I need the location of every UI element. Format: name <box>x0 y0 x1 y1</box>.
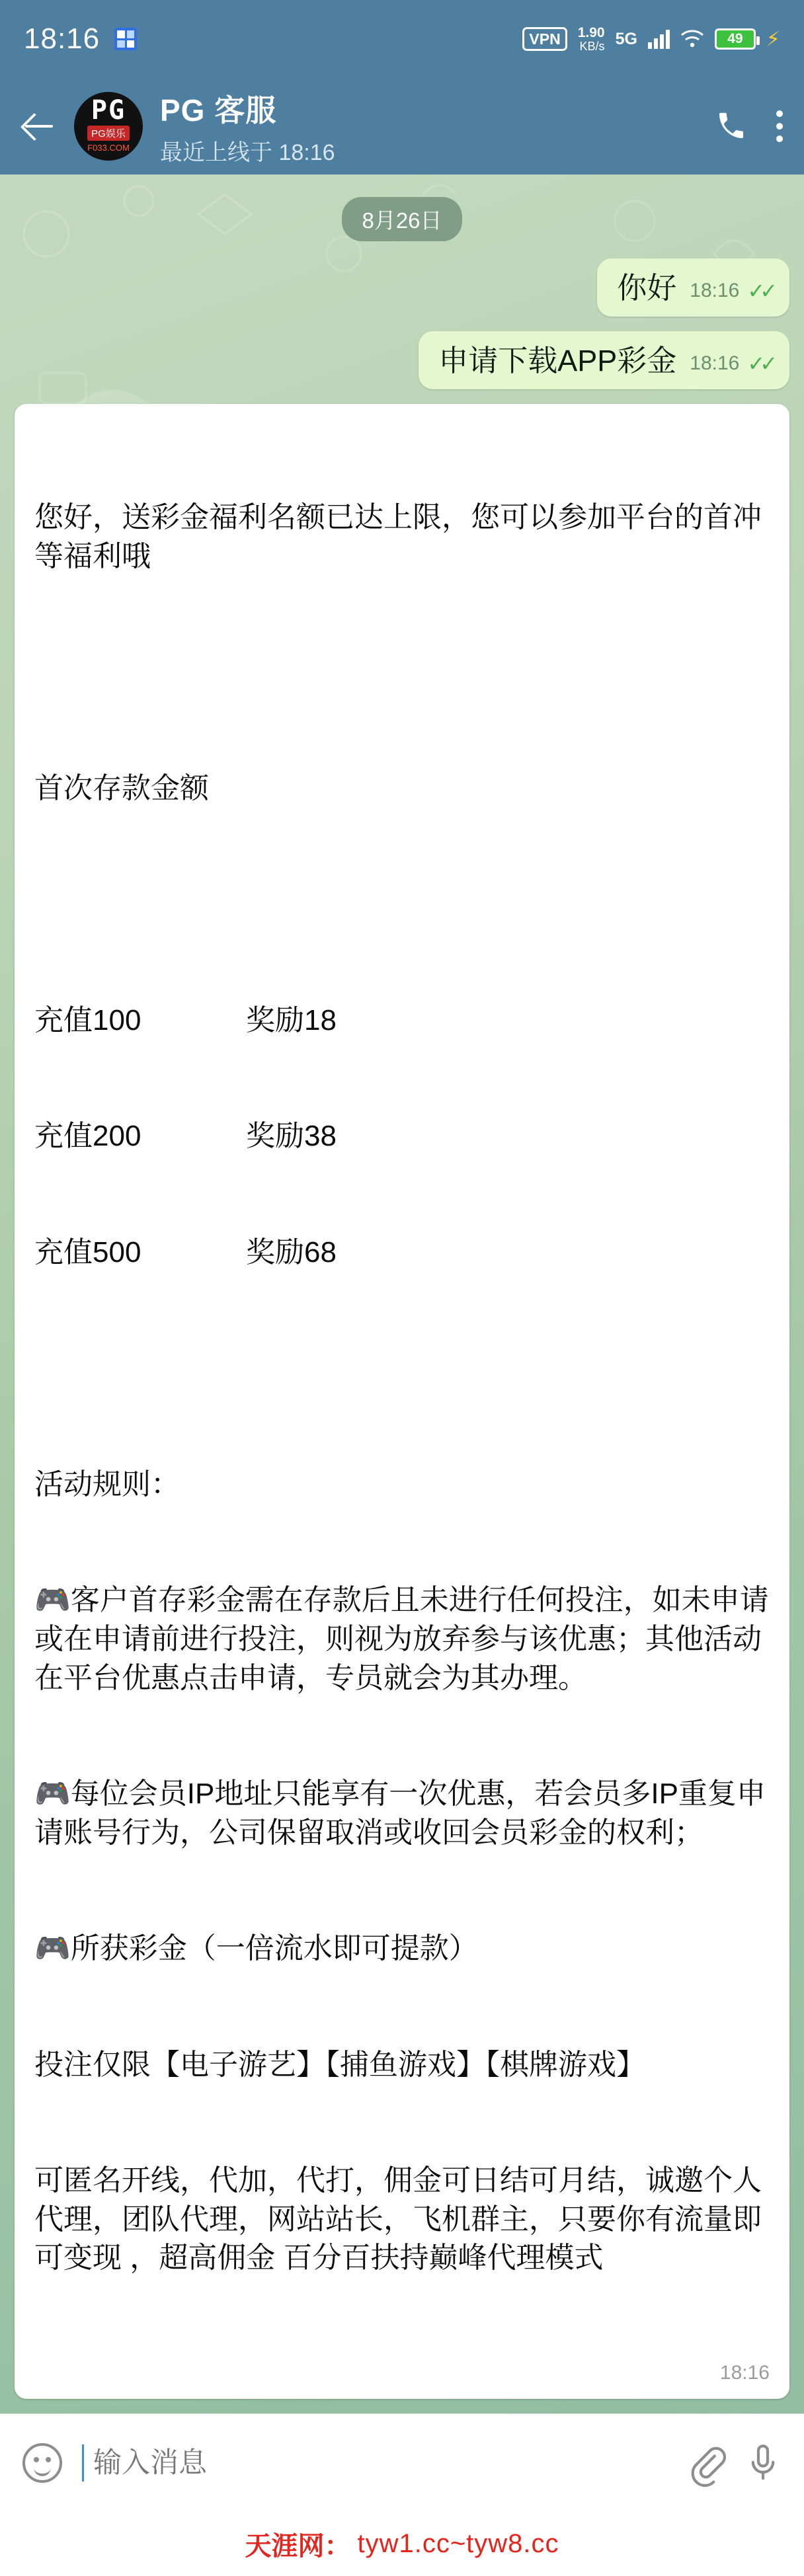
game-limits: 投注仅限【电子游艺】【捕鱼游戏】【棋牌游戏】 <box>34 2048 645 2081</box>
signal-bars-icon <box>648 29 670 49</box>
avatar-line1: PG <box>91 95 126 126</box>
contact-info[interactable] <box>160 87 698 167</box>
status-time: 18:16 <box>24 22 100 55</box>
table-row <box>34 1001 770 1040</box>
charging-bolt-icon: ⚡ <box>766 28 780 50</box>
status-bar <box>0 0 804 78</box>
header-actions <box>715 108 782 145</box>
call-icon[interactable] <box>715 110 747 142</box>
message-text: 你好 <box>617 271 677 305</box>
watermark-site-name: 天涯网： <box>245 2532 351 2561</box>
read-receipt-icon: ✓✓ <box>747 352 772 375</box>
date-divider: 8月26日 <box>342 197 462 241</box>
attachment-icon[interactable] <box>688 2442 725 2483</box>
network-type-label: 5G <box>615 29 637 48</box>
message-paragraph-1: 您好，送彩金福利名额已达上限，您可以参加平台的首冲等福利哦 <box>34 501 762 572</box>
wifi-icon <box>680 30 704 48</box>
read-receipt-icon: ✓✓ <box>747 279 772 303</box>
reward-amount: 奖励68 <box>246 1235 337 1268</box>
table-row <box>34 1233 770 1272</box>
rules-title: 活动规则： <box>34 1467 180 1501</box>
deposit-amount: 充值200 <box>34 1120 141 1153</box>
deposit-amount: 充值100 <box>34 1003 141 1036</box>
reward-amount: 奖励18 <box>246 1003 337 1036</box>
message-meta <box>690 351 772 379</box>
more-options-icon[interactable] <box>774 108 782 145</box>
avatar-line3: F033.COM <box>87 143 130 153</box>
agent-promo: 可匿名开线，代加，代打，佣金可日结可月结，诚邀个人代理，团队代理，网站站长，飞机群主，只要你有流量即可变现 ，超高佣金 百分百扶持巅峰代理模式 <box>34 2164 762 2275</box>
deposit-amount: 充值500 <box>34 1235 141 1268</box>
message-text <box>34 421 770 2355</box>
message-bubble-outgoing[interactable] <box>419 331 789 389</box>
battery-icon <box>715 28 756 50</box>
table-row <box>34 1117 770 1156</box>
message-composer <box>0 2413 804 2513</box>
message-time: 18:16 <box>690 352 740 374</box>
emoji-icon[interactable] <box>22 2443 62 2483</box>
rule-item-1: 🎮客户首存彩金需在存款后且未进行任何投注，如未申请或在申请前进行投注，则视为放弃参与该优惠；其他活动在平台优惠点击申请，专员就会为其办理。 <box>34 1584 769 1694</box>
pricing-table <box>34 924 770 1350</box>
message-footer <box>34 2362 770 2384</box>
message-row-incoming-1 <box>15 404 789 2399</box>
network-speed <box>578 26 605 53</box>
network-speed-value: 1.90 <box>577 24 605 40</box>
message-paragraph-2: 首次存款金额 <box>34 771 209 804</box>
reward-amount: 奖励38 <box>246 1120 337 1153</box>
message-row-outgoing-1 <box>15 258 789 317</box>
rule-item-2: 🎮每位会员IP地址只能享有一次优惠，若会员多IP重复申请账号行为，公司保留取消或收回会员彩金的权利； <box>34 1777 766 1849</box>
status-right-cluster <box>522 26 780 53</box>
network-speed-unit: KB/s <box>579 39 605 53</box>
rule-item-3: 🎮所获彩金（一倍流水即可提款） <box>34 1932 478 1965</box>
message-text: 申请下载APP彩金 <box>438 344 677 377</box>
message-spacer <box>34 653 770 692</box>
message-time: 18:16 <box>719 2361 770 2384</box>
chat-header <box>0 78 804 175</box>
watermark-url: tyw1.cc~tyw8.cc <box>357 2529 559 2559</box>
message-time: 18:16 <box>690 280 740 301</box>
app-square-icon <box>114 28 137 50</box>
battery-percent: 49 <box>727 31 743 46</box>
contact-status: 最近上线于 18:16 <box>160 139 335 165</box>
page-title: PG 客服 <box>160 93 277 128</box>
back-button[interactable] <box>20 108 57 145</box>
message-meta <box>690 278 772 306</box>
vpn-badge: VPN <box>522 27 567 51</box>
message-row-outgoing-2 <box>15 331 789 389</box>
message-bubble-incoming[interactable] <box>15 404 789 2399</box>
avatar[interactable] <box>74 92 143 161</box>
message-input[interactable] <box>82 2444 668 2481</box>
message-bubble-outgoing[interactable] <box>597 258 789 317</box>
footer-watermark <box>0 2513 804 2576</box>
microphone-icon[interactable] <box>744 2442 782 2483</box>
chat-message-list[interactable] <box>0 175 804 2413</box>
avatar-line2: PG娱乐 <box>87 126 130 141</box>
